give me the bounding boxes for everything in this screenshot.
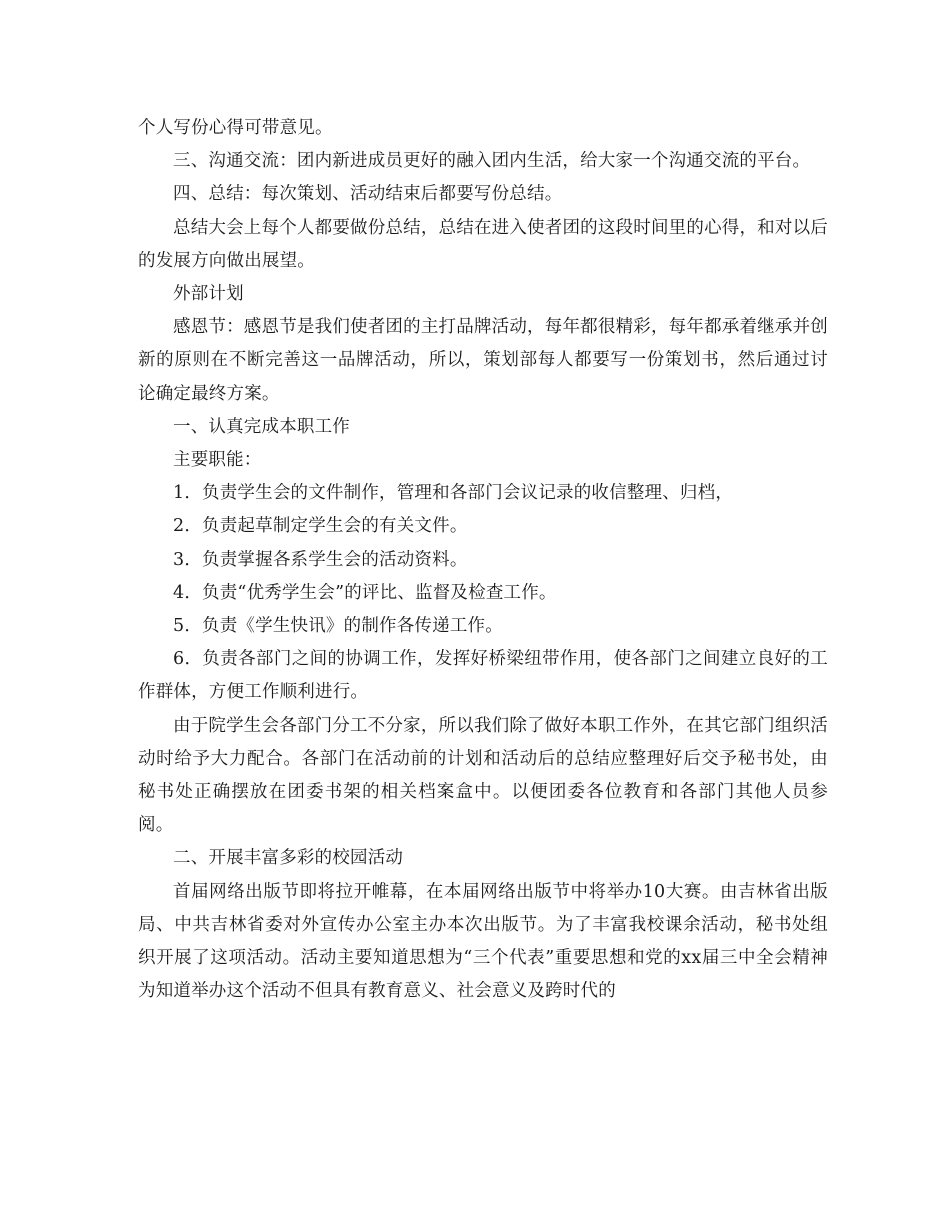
list-item: 5．负责《学生快讯》的制作各传递工作。 (173, 616, 503, 637)
paragraph: 总结大会上每个人都要做份总结，总结在进入使者团的这段时间里的心得，和对以后的发展方向做出展望。 (138, 217, 828, 271)
document-body (138, 112, 828, 1008)
paragraph: 个人写份心得可带意见。 (138, 118, 333, 138)
section-heading: 一、认真完成本职工作 (173, 416, 350, 437)
paragraph: 感恩节：感恩节是我们使者团的主打品牌活动，每年都很精彩，每年都承着继承并创新的原则在不断完善这一品牌活动，所以，策划部每人都要写一份策划书，然后通过讨论确定最终方案。 (138, 317, 828, 404)
section-heading: 二、开展丰富多彩的校园活动 (173, 848, 404, 869)
list-item: 1．负责学生会的文件制作，管理和各部门会议记录的收信整理、归档， (173, 483, 734, 504)
list-item: 6．负责各部门之间的协调工作，发挥好桥梁纽带作用，使各部门之间建立良好的工作群体，方便工作顺利进行。 (138, 649, 828, 703)
paragraph: 三、沟通交流：团内新进成员更好的融入团内生活，给大家一个沟通交流的平台。 (173, 151, 811, 172)
paragraph: 四、总结：每次策划、活动结束后都要写份总结。 (173, 184, 563, 205)
list-item: 3．负责掌握各系学生会的活动资料。 (173, 549, 468, 570)
paragraph: 首届网络出版节即将拉开帷幕，在本届网络出版节中将举办10大赛。由吉林省出版局、中共吉林省委对外宣传办公室主办本次出版节。为了丰富我校课余活动，秘书处组织开展了这项活动。活动主要知道思想为“三个代表”重要思想和党的xx届三中全会精神为知道举办这个活动不但具有教育意义、社会意义及跨时代的 (138, 881, 828, 1002)
list-item: 4．负责“优秀学生会”的评比、监督及检查工作。 (173, 582, 557, 603)
paragraph: 由于院学生会各部门分工不分家，所以我们除了做好本职工作外，在其它部门组织活动时给予大力配合。各部门在活动前的计划和活动后的总结应整理好后交予秘书处，由秘书处正确摆放在团委书架的相关档案盒中。以便团委各位教育和各部门其他人员参阅。 (138, 715, 828, 836)
paragraph: 主要职能： (173, 450, 262, 471)
section-heading: 外部计划 (173, 284, 244, 305)
list-item: 2．负责起草制定学生会的有关文件。 (173, 516, 468, 537)
